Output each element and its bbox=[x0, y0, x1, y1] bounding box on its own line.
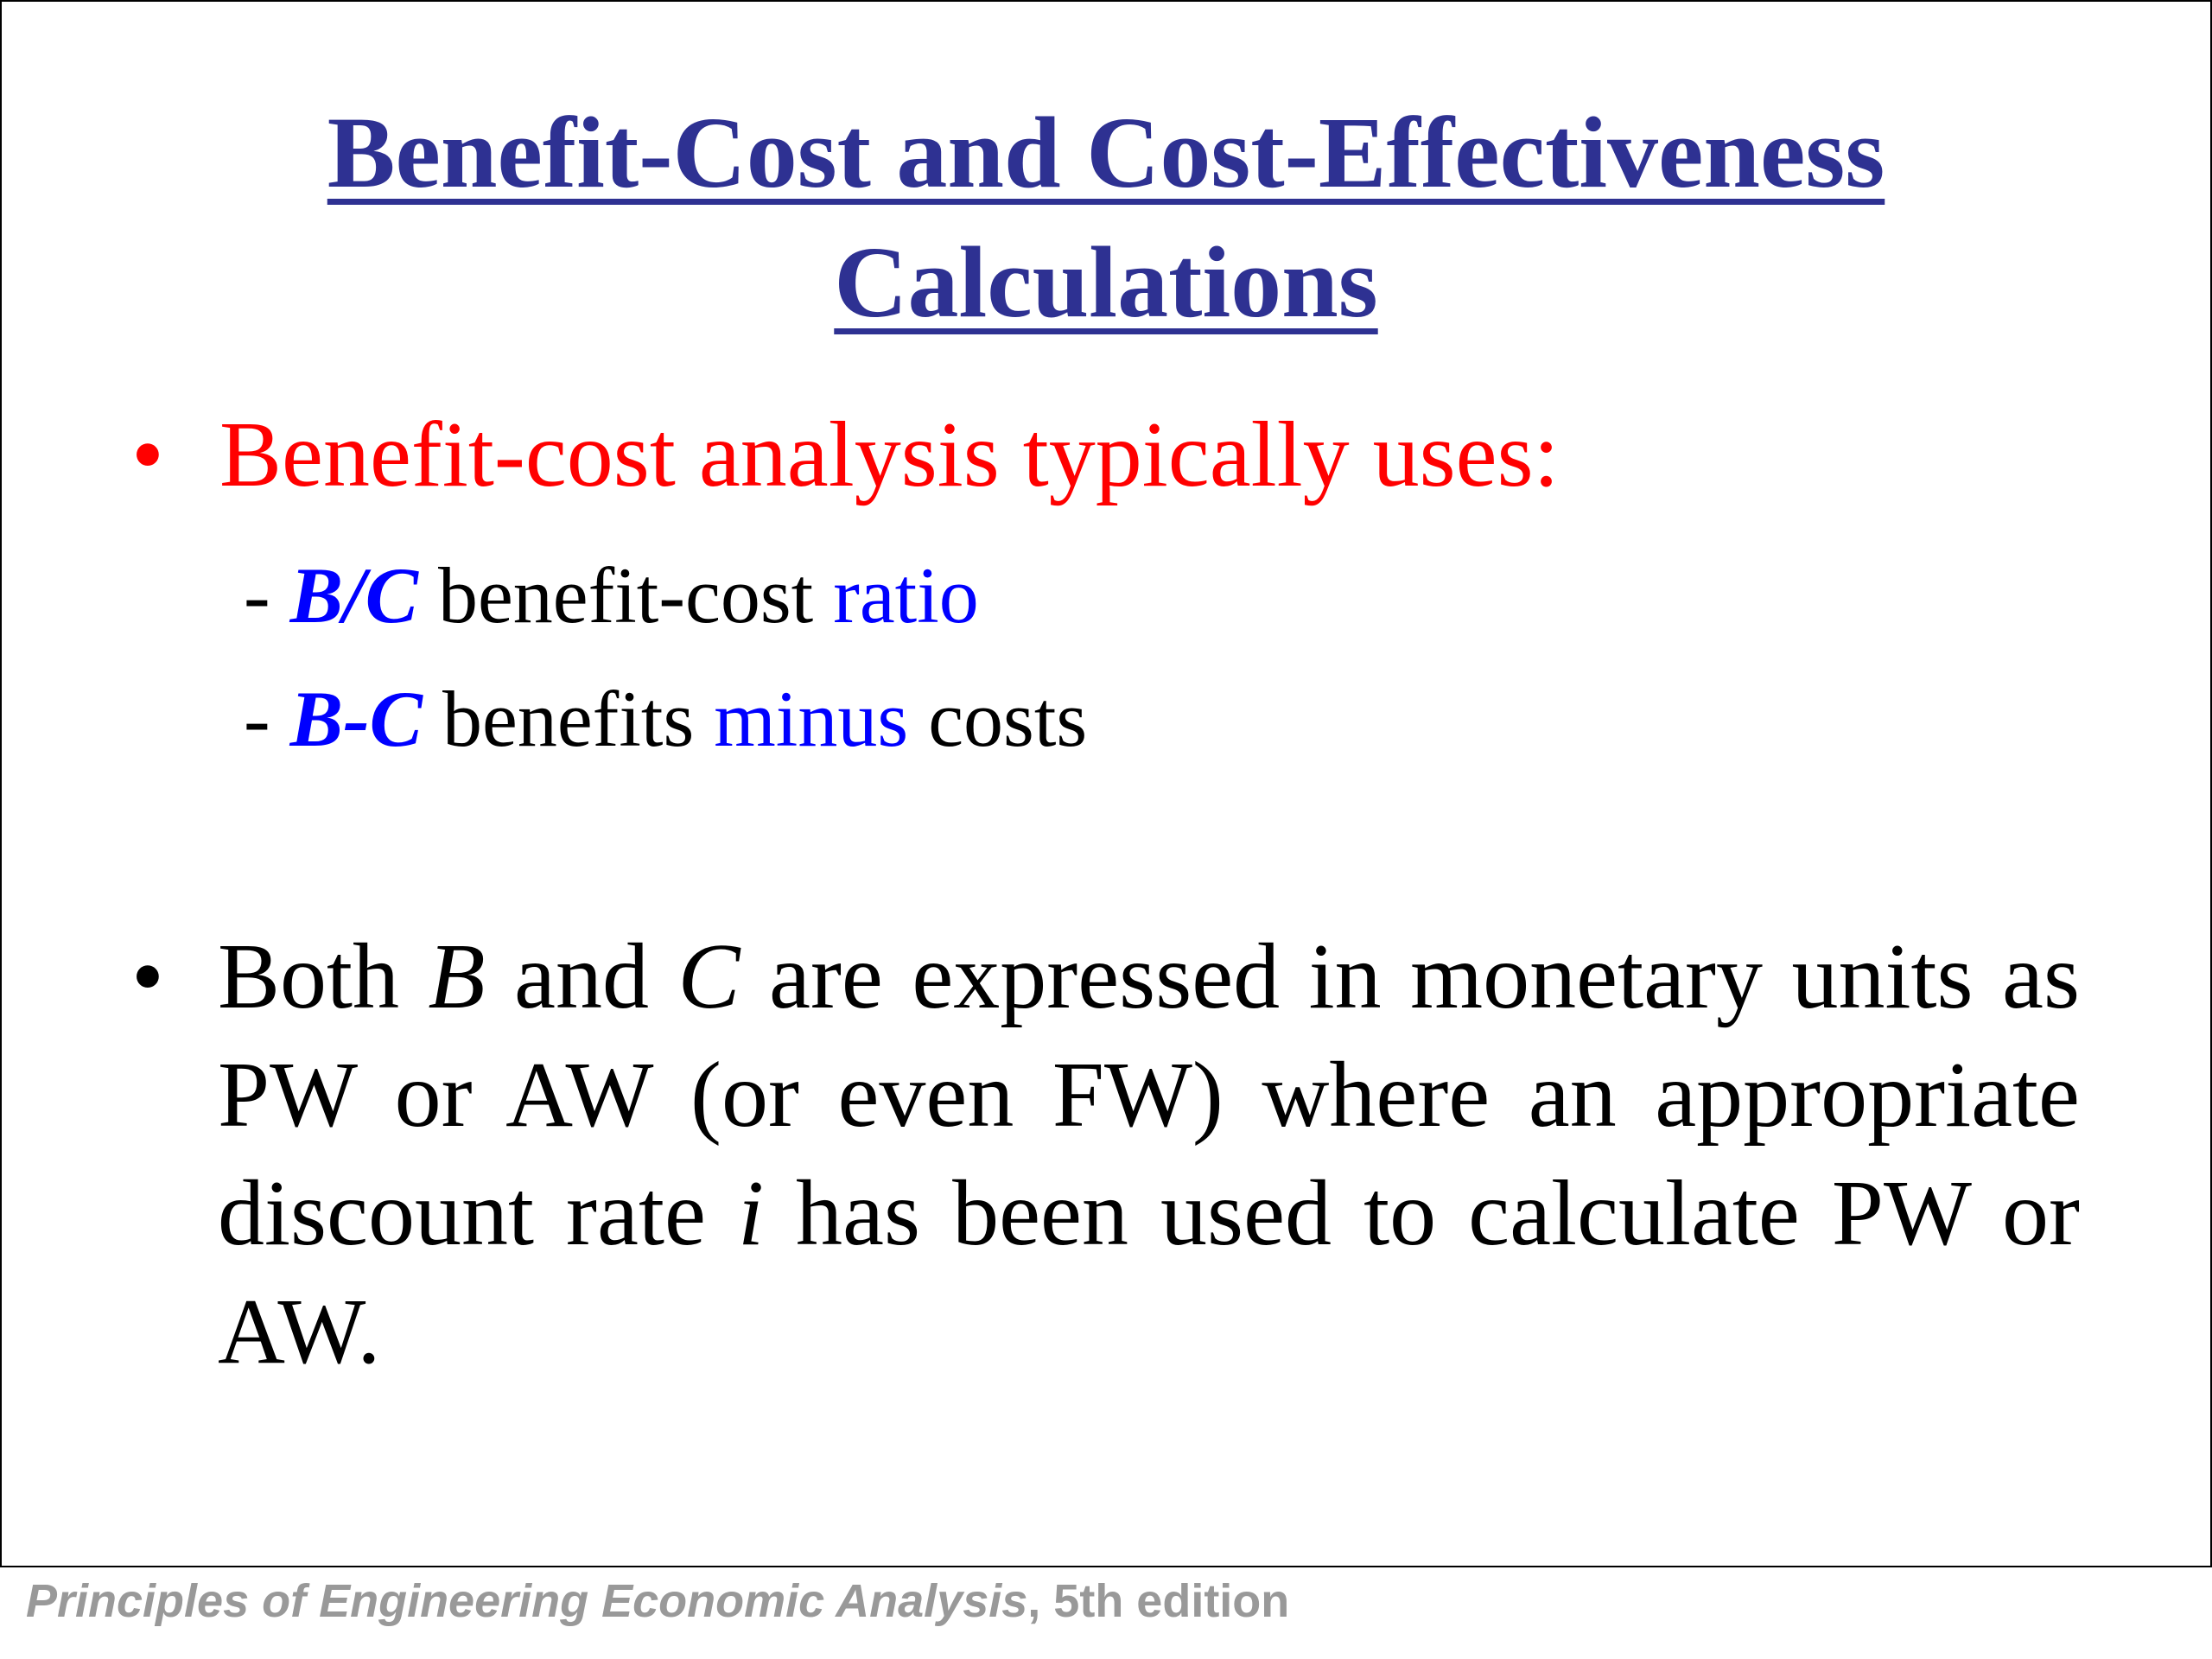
slide-title bbox=[2, 88, 2210, 347]
sub-item-dash: - bbox=[244, 551, 270, 639]
bullet-marker: • bbox=[131, 404, 164, 506]
bullet-text: Benefit-cost analysis typically uses: bbox=[219, 404, 1560, 506]
sub-item-term: B/C bbox=[289, 551, 418, 639]
sub-item-text: benefit-cost bbox=[437, 551, 814, 639]
title-line-1: Benefit-Cost and Cost-Effectiveness bbox=[327, 96, 1885, 209]
variable-c: C bbox=[677, 925, 741, 1028]
sub-item-dash: - bbox=[244, 675, 270, 763]
footer-book-title: Principles of Engineering Economic Analysis bbox=[26, 1575, 1028, 1627]
variable-i: i bbox=[737, 1162, 764, 1265]
bullet-marker: • bbox=[131, 925, 164, 1028]
footer-edition: , 5th edition bbox=[1027, 1575, 1290, 1627]
sub-item-term: B-C bbox=[289, 675, 423, 763]
variable-b: B bbox=[428, 925, 486, 1028]
sub-item-highlight: ratio bbox=[833, 551, 979, 639]
title-line-2: Calculations bbox=[834, 226, 1378, 339]
footer bbox=[26, 1574, 1289, 1628]
bullet-text-part: Both bbox=[218, 925, 429, 1028]
sub-item-b-minus-c bbox=[244, 667, 1087, 771]
sub-item-highlight: minus bbox=[714, 675, 909, 763]
bullet-paragraph bbox=[218, 918, 2080, 1391]
sub-item-text-end: costs bbox=[928, 675, 1088, 763]
sub-item-bc-ratio bbox=[244, 543, 979, 647]
bullet-text-part: has been used to calculate PW or AW. bbox=[218, 1162, 2080, 1383]
sub-item-text: benefits bbox=[442, 675, 695, 763]
bullet-text-part: are expressed in monetary units as PW or AW (or even FW) where an appropriate discount rate bbox=[218, 925, 2081, 1265]
bullet-text-part: and bbox=[485, 925, 678, 1028]
